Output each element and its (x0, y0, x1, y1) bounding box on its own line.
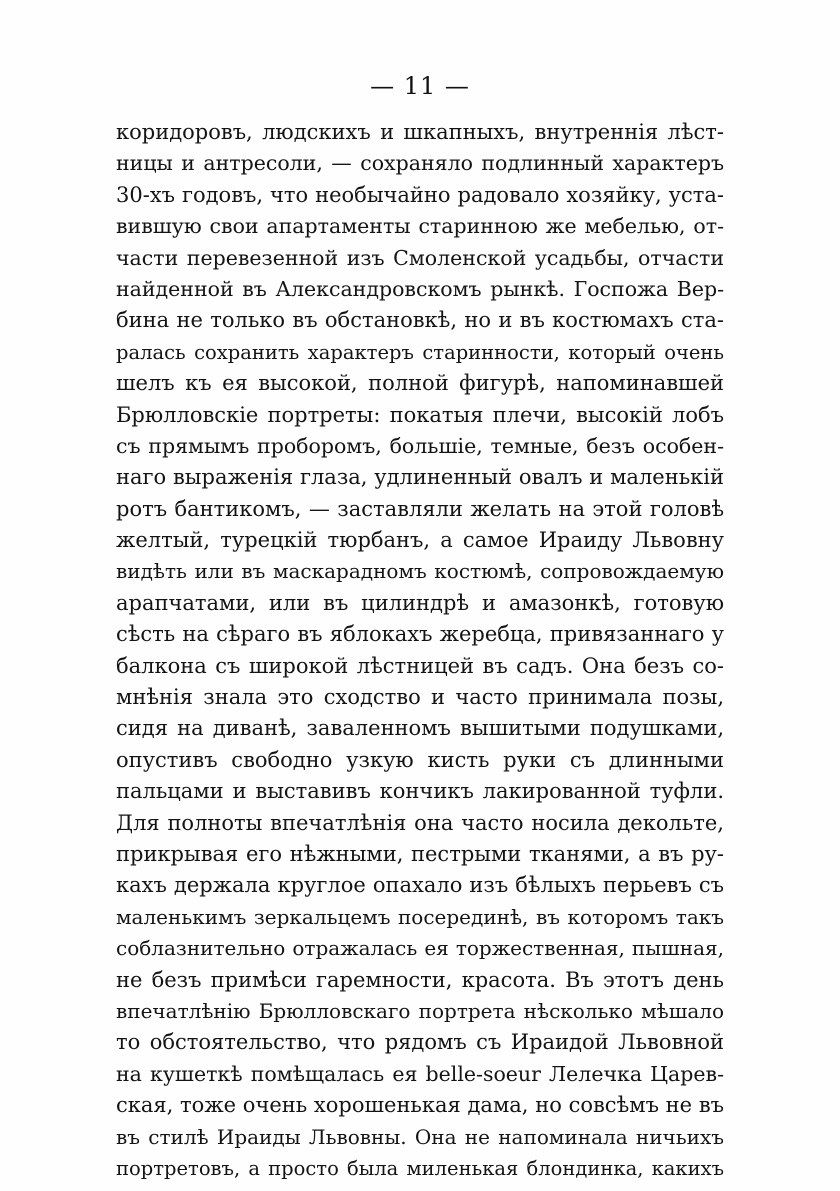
text-line: на кушеткѣ помѣщалась ея belle-soeur Лелечка Царев- (116, 1061, 724, 1086)
text-line: маленькимъ зеркальцемъ посерединѣ, въ которомъ такъ (116, 904, 724, 929)
text-line: сѣсть на сѣраго въ яблокахъ жеребца, привязаннаго у (116, 622, 724, 647)
text-line: въ стилѣ Ираиды Львовны. Она не напоминала ничьихъ (116, 1124, 724, 1149)
text-line: части перевезенной изъ Смоленской усадьбы, отчасти (116, 245, 724, 270)
text-line: вившую свои апартаменты старинною же мебелью, от- (116, 214, 724, 239)
text-line: сидя на диванѣ, заваленномъ вышитыми подушками, (116, 716, 724, 741)
text-line: коридоровъ, людскихъ и шкапныхъ, внутреннія лѣст- (116, 120, 724, 144)
text-line: кахъ держала круглое опахало изъ бѣлыхъ перьевъ съ (116, 873, 724, 898)
text-line: ротъ бантикомъ, — заставляли желать на этой головѣ (116, 496, 724, 521)
text-line: шелъ къ ея высокой, полной фигурѣ, напоминавшей (116, 371, 724, 396)
text-line: найденной въ Александровскомъ рынкѣ. Госпожа Вер- (116, 276, 724, 301)
text-line: наго выраженія глаза, удлиненный овалъ и маленькій (116, 465, 724, 490)
text-line: прикрывая его нѣжными, пестрыми тканями, а въ ру- (116, 841, 724, 866)
body-text (116, 117, 724, 1184)
text-line: арапчатами, или въ цилиндрѣ и амазонкѣ, готовую (116, 590, 724, 615)
text-line: ницы и антресоли, — сохраняло подлинный характеръ (116, 151, 724, 176)
text-line: то обстоятельство, что рядомъ съ Ираидой Львовной (116, 1030, 724, 1055)
text-line: опустивъ свободно узкую кисть руки съ длинными (116, 747, 724, 772)
page-number: — 11 — (370, 72, 470, 100)
text-line: портретовъ, а просто была миленькая блондинка, какихъ (116, 1156, 724, 1180)
text-line: не безъ примѣси гаремности, красота. Въ этотъ день (116, 967, 724, 992)
text-line: Брюлловскіе портреты: покатыя плечи, высокій лобъ (116, 402, 724, 427)
text-line: бина не только въ обстановкѣ, но и въ костюмахъ ста- (116, 308, 724, 333)
text-line: соблазнительно отражалась ея торжественная, пышная, (116, 936, 724, 961)
text-line: впечатлѣнію Брюлловскаго портрета нѣсколько мѣшало (116, 998, 724, 1023)
text-line: балкона съ широкой лѣстницей въ садъ. Она безъ со- (116, 653, 724, 678)
text-line: ралась сохранить характеръ старинности, который очень (116, 340, 724, 364)
text-line: ская, тоже очень хорошенькая дама, но совсѣмъ не въ (116, 1093, 724, 1118)
text-line: пальцами и выставивъ кончикъ лакированной туфли. (116, 779, 724, 804)
text-line: съ прямымъ проборомъ, большіе, темные, безъ особен- (116, 433, 724, 458)
text-line: мнѣнія знала это сходство и часто принимала позы, (116, 685, 724, 710)
text-line: 30-хъ годовъ, что необычайно радовало хозяйку, уста- (116, 182, 724, 207)
text-line: желтый, турецкій тюрбанъ, а самое Ираиду Львовну (116, 528, 724, 553)
text-line: Для полноты впечатлѣнія она часто носила декольте, (116, 810, 724, 835)
text-line: видѣть или въ маскарадномъ костюмѣ, сопровождаемую (116, 559, 724, 584)
